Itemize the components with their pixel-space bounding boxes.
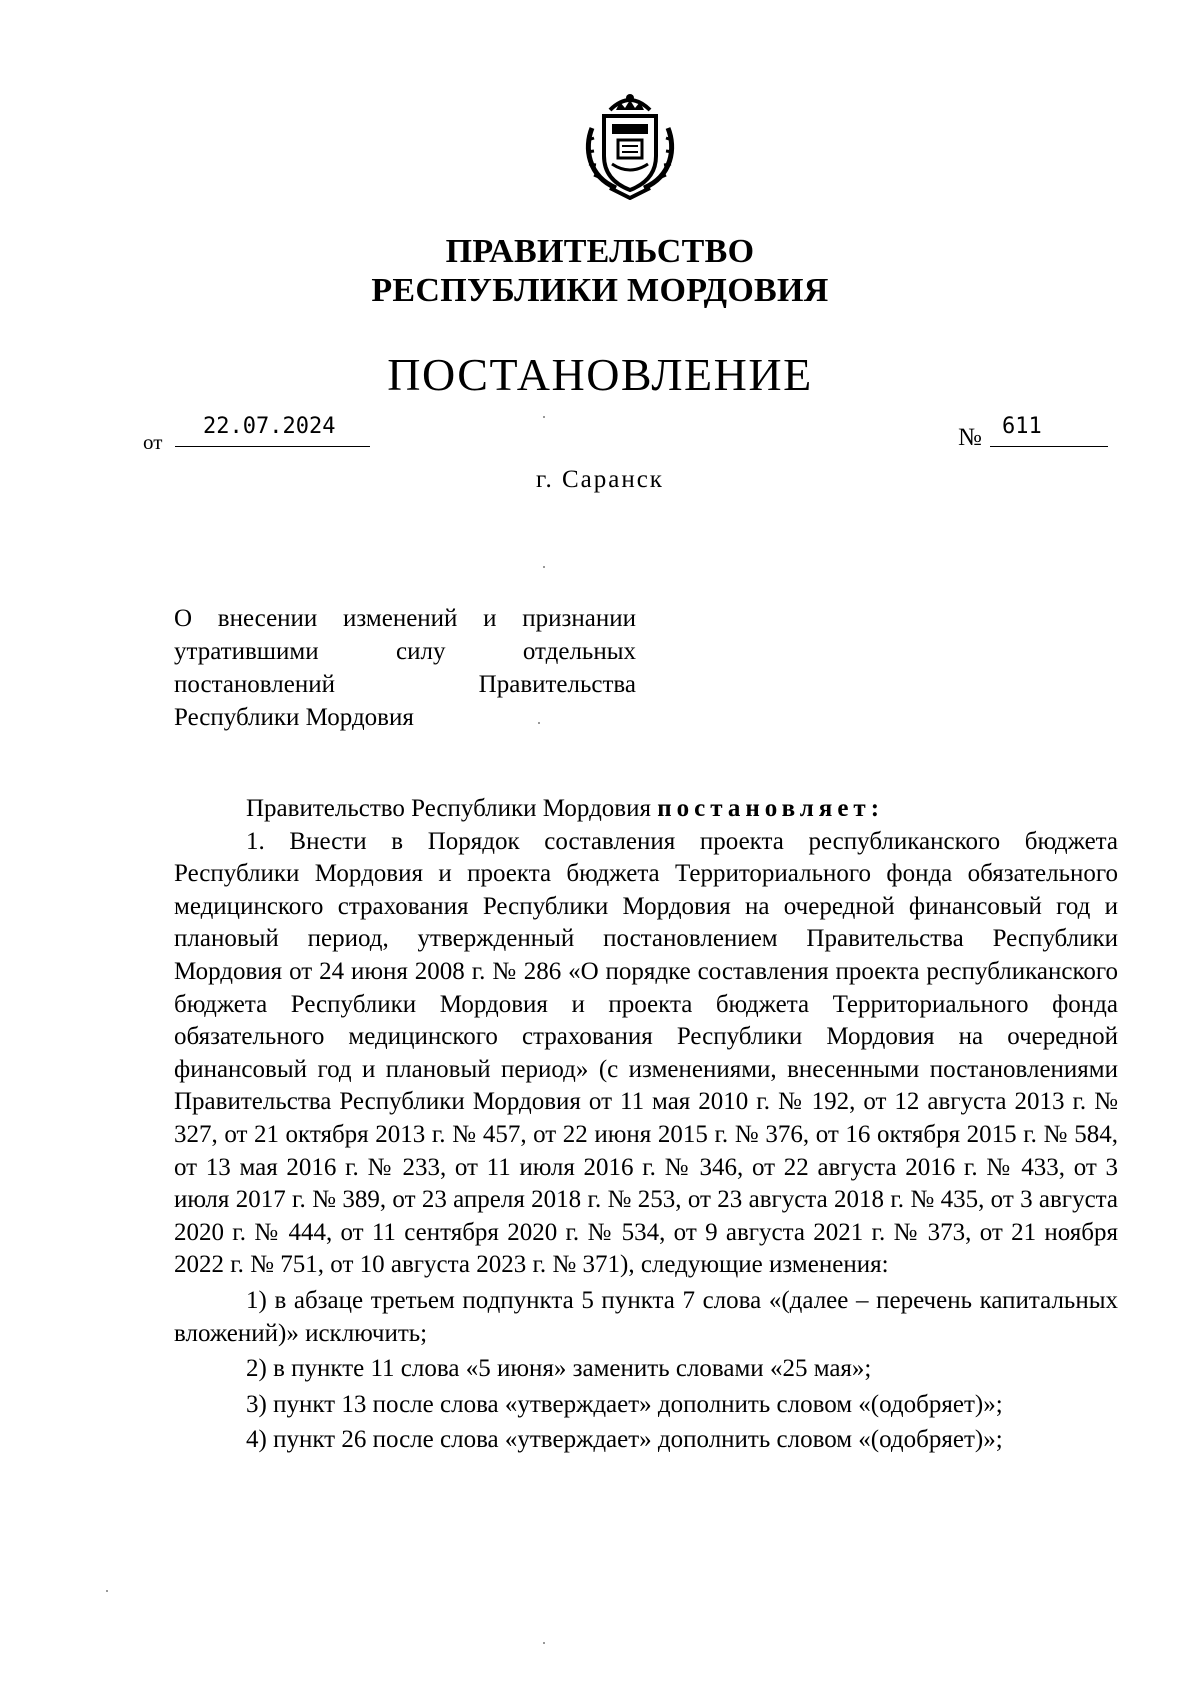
scan-speck [543, 1642, 545, 1644]
document-subject [174, 602, 636, 734]
subject-line: Республики Мордовия [174, 704, 414, 731]
preamble-action: постановляет: [657, 795, 885, 822]
date-value: 22.07.2024 [203, 414, 336, 439]
number-field [990, 414, 1108, 447]
preamble [174, 793, 1118, 826]
scan-speck [538, 722, 540, 724]
subject-line: утратившими силу отдельных [174, 638, 636, 665]
list-item: 1) в абзаце третьем подпункта 5 пункта 7 слова «(далее – перечень капитальных вложений)» исключить; [174, 1286, 1118, 1347]
list-item: 4) пункт 26 после слова «утверждает» дополнить словом «(одобряет)»; [246, 1426, 1003, 1454]
city-line: г. Саранск [536, 466, 664, 493]
preamble-text: Правительство Республики Мордовия [246, 795, 658, 822]
date-field [175, 414, 370, 447]
scan-speck [543, 416, 545, 418]
organization-name-line1: ПРАВИТЕЛЬСТВО [445, 233, 755, 270]
paragraph-1: 1. Внести в Порядок составления проекта республиканского бюджета Республики Мордовия и проекта бюджета Территориального фонда обязательного медицинского страхования Республики Мордовия на очередной финансовый год и плановый период, утвержденный постановлением Правительства Республики Мордовия от 24 июня 2008 г. № 286 «О порядке составления проекта республиканского бюджета Республики Мордовия и проекта бюджета Территориального фонда обязательного медицинского страхования Республики Мордовия на очередной финансовый год и плановый период» (с изменениями, внесенными постановлениями Правительства Республики Мордовия от 11 мая 2010 г. № 192, от 12 августа 2013 г. № 327, от 21 октября 2013 г. № 457, от 22 июня 2015 г. № 376, от 16 октября 2015 г. № 584, от 13 мая 2016 г. № 233, от 11 июля 2016 г. № 346, от 22 августа 2016 г. № 433, от 3 июля 2017 г. № 389, от 23 апреля 2018 г. № 253, от 23 августа 2018 г. № 435, от 3 августа 2020 г. № 444, от 11 сентября 2020 г. № 534, от 9 августа 2021 г. № 373, от 21 ноября 2022 г. № 751, от 10 августа 2023 г. № 371), следующие изменения: [174, 827, 1118, 1279]
subject-line: О внесении изменений и признании [174, 605, 636, 632]
list-item: 3) пункт 13 после слова «утверждает» дополнить словом «(одобряет)»; [246, 1390, 1003, 1418]
document-body [174, 793, 1118, 1457]
scan-speck [543, 566, 545, 568]
list-item: 2) в пункте 11 слова «5 июня» заменить словами «25 мая»; [246, 1355, 872, 1383]
subject-line: постановлений Правительства [174, 671, 636, 698]
number-value: 611 [1002, 414, 1042, 439]
organization-name-line2: РЕСПУБЛИКИ МОРДОВИЯ [371, 272, 829, 309]
document-type-title: ПОСТАНОВЛЕНИЕ [387, 349, 813, 400]
coat-of-arms-icon [580, 88, 680, 200]
number-label: № [958, 424, 982, 451]
scan-speck [106, 1590, 108, 1592]
date-label: от [143, 430, 163, 454]
